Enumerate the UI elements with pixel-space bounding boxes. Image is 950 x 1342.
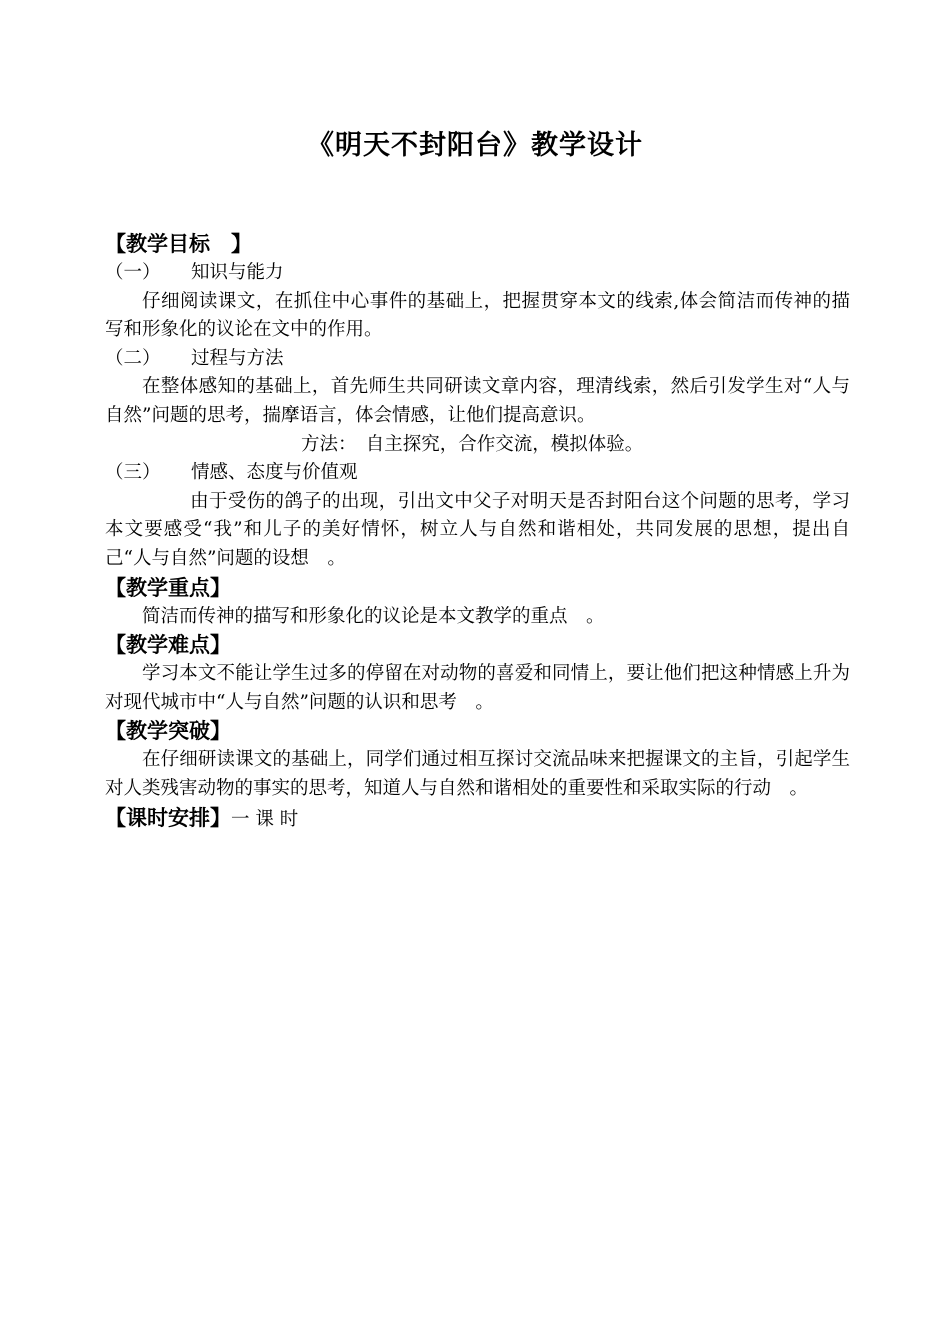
objectives-heading: 【教学目标 】 [105,232,252,256]
objective-2-label: 过程与方法 [191,347,284,369]
objective-3-label: 情感、态度与价值观 [191,462,358,484]
objective-2-number: （二） [105,347,161,369]
objective-1-label: 知识与能力 [191,262,284,283]
difficulties-heading: 【教学难点】 [105,633,231,658]
objective-3-number: （三） [105,462,161,484]
breakthrough-text: 在仔细研读课文的基础上，同学们通过相互探讨交流品味来把握课文的主旨，引起学生对人类残害动物的事实的思考，知道人与自然和谐相处的重要性和采取实际的行动 。 [105,749,850,799]
schedule-line [105,804,850,835]
document-body [105,230,850,834]
objective-2-subheading [105,345,850,374]
key-points-text: 简洁而传神的描写和形象化的议论是本文教学的重点 。 [142,605,605,627]
schedule-heading: 【课时安排】 [105,805,231,830]
objective-3-subheading [105,459,850,488]
breakthrough-heading: 【教学突破】 [105,719,231,744]
objective-1-subheading [105,259,850,288]
objective-2-method: 方法： 自主探究，合作交流，模拟体验。 [301,433,644,455]
key-points-heading: 【教学重点】 [105,575,231,600]
objective-3-text: 由于受伤的鸽子的出现，引出文中父子对明天是否封阳台这个问题的思考，学习本文要感受“我”和儿子的美好情怀，树立人与自然和谐相处，共同发展的思想，提出自己“人与自然”问题的设想 。 [105,490,850,569]
difficulties-text: 学习本文不能让学生过多的停留在对动物的喜爱和同情上，要让他们把这种情感上升为对现代城市中“人与自然”问题的认识和思考 。 [105,663,850,713]
objective-2-text: 在整体感知的基础上，首先师生共同研读文章内容，理清线索，然后引发学生对“人与自然”问题的思考，揣摩语言，体会情感，让他们提高意识。 [105,376,850,426]
objective-1-text: 仔细阅读课文，在抓住中心事件的基础上，把握贯穿本文的线索,体会简洁而传神的描写和形象化的议论在文中的作用。 [105,290,850,341]
objective-1-number: （一） [105,262,161,283]
schedule-value: 一 课 时 [231,808,299,830]
document-title: 《明天不封阳台》教学设计 [307,130,643,161]
